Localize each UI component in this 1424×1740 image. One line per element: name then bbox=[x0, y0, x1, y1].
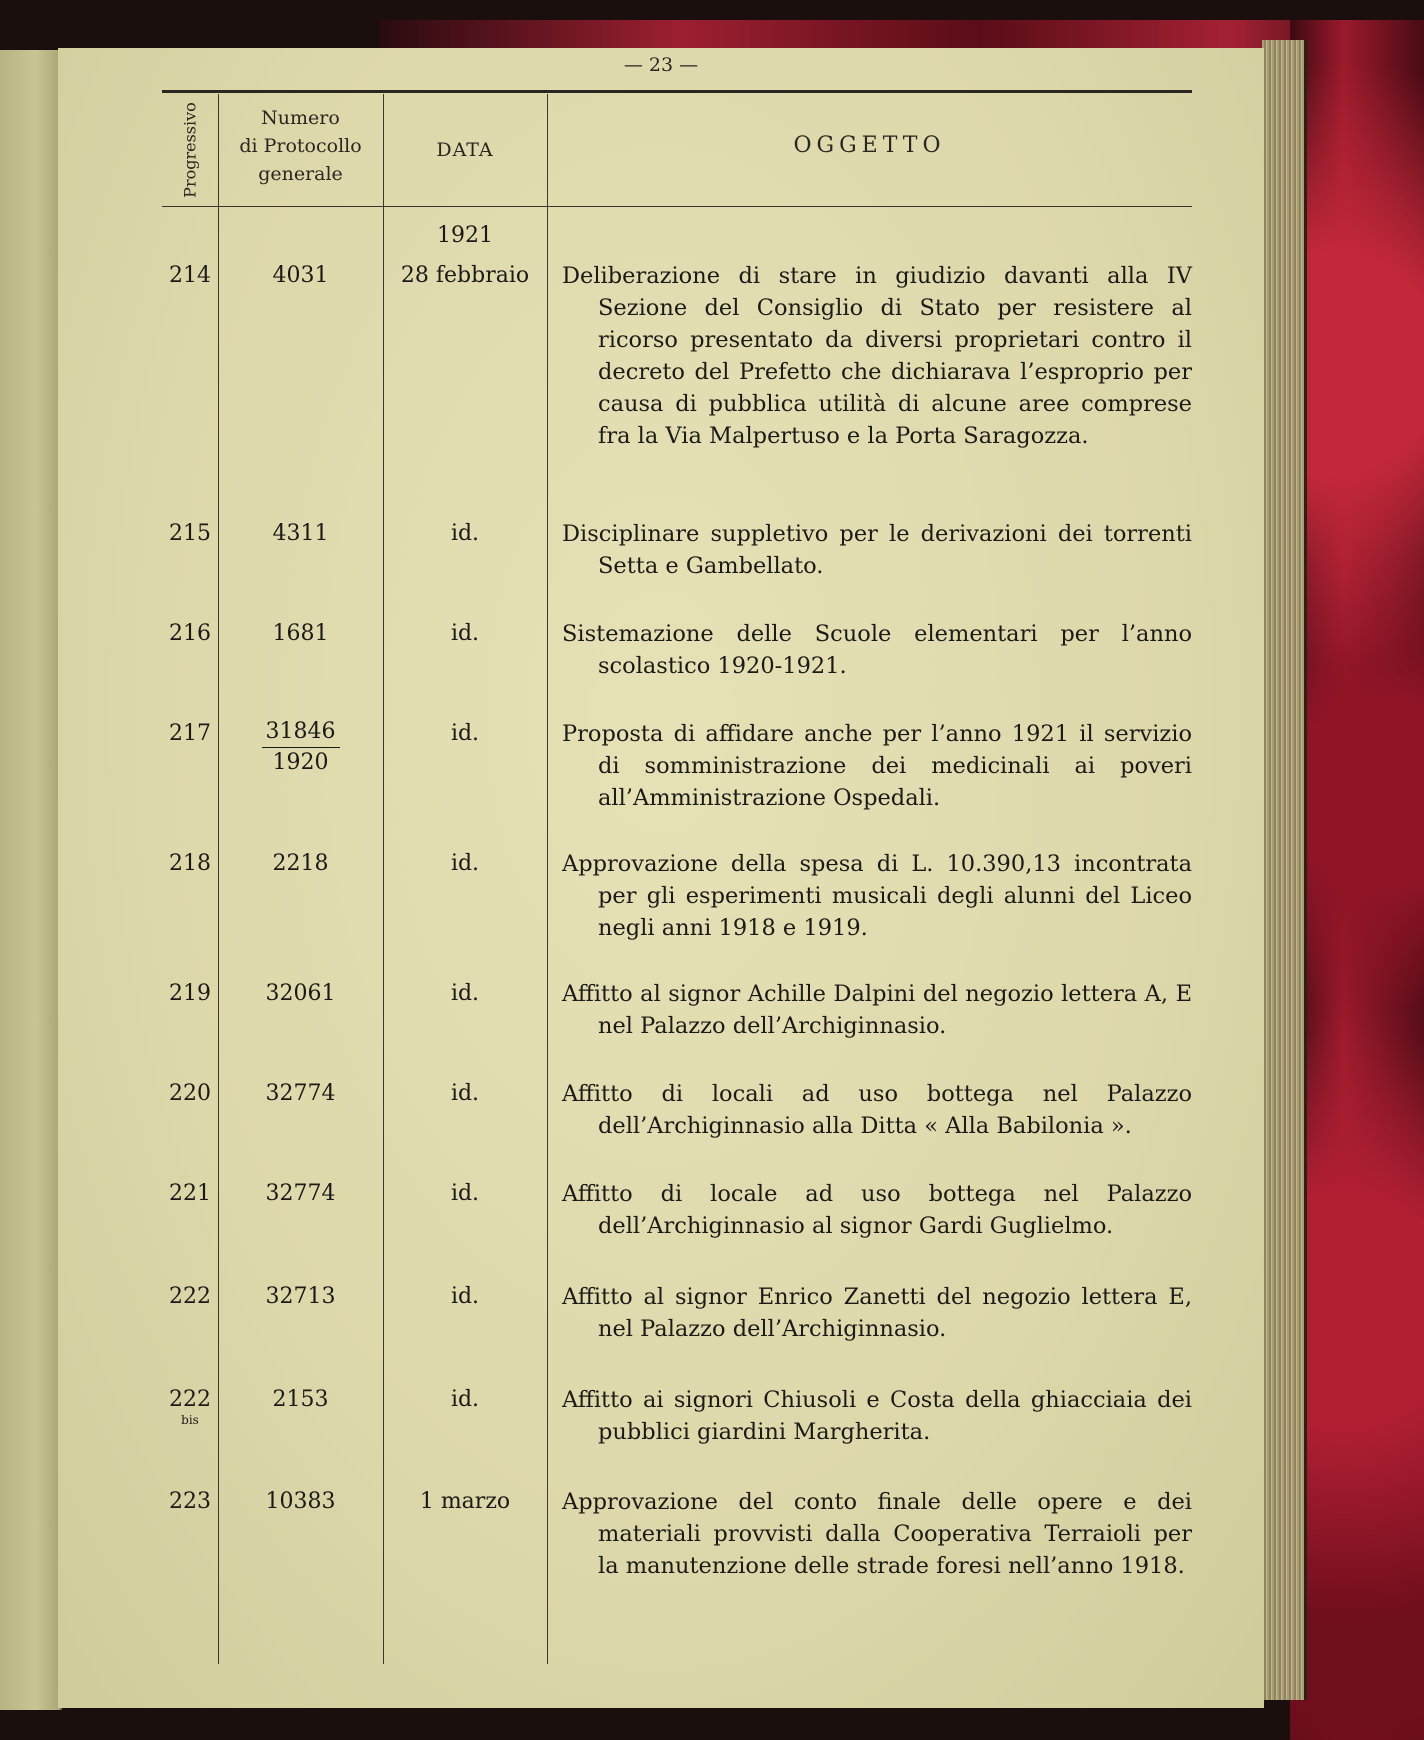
row-date: id. bbox=[450, 1081, 480, 1106]
row-oggetto: Sistemazione delle Scuole elementari per l’anno scolastico 1920-1921. bbox=[562, 621, 1192, 679]
row-progressivo: 222 bbox=[169, 1284, 211, 1309]
row-protocollo: 32774 bbox=[265, 1181, 336, 1206]
column-divider bbox=[547, 94, 548, 1664]
row-oggetto: Approvazione del conto finale delle opere e dei materiali provvisti dalla Cooperativa Terraioli per la manutenzione delle strade foresi nell’anno 1918. bbox=[562, 1489, 1192, 1579]
row-progressivo: 214 bbox=[169, 263, 211, 288]
row-protocollo: 4311 bbox=[272, 521, 329, 546]
row-progressivo: 222 bis bbox=[162, 1384, 218, 1426]
row-protocollo: 32061 bbox=[265, 981, 336, 1006]
row-date: 1 marzo bbox=[419, 1489, 511, 1514]
row-progressivo: 223 bbox=[169, 1489, 211, 1514]
row-date: id. bbox=[450, 981, 480, 1006]
row-oggetto: Deliberazione di stare in giudizio davanti alla IV Sezione del Consiglio di Stato per resistere al ricorso presentato da diversi proprietari contro il decreto del Prefetto che dichiarava l’esproprio per causa di pubblica utilità di alcune aree comprese fra la Via Malpertuso e la Porta Saragozza. bbox=[562, 263, 1192, 449]
row-date: id. bbox=[450, 1181, 480, 1206]
page-number: — 23 — bbox=[623, 54, 699, 76]
row-progressivo: 220 bbox=[169, 1081, 211, 1106]
page-edges bbox=[1262, 40, 1307, 1700]
year-label: 1921 bbox=[437, 223, 493, 248]
book-binding-cover bbox=[1290, 20, 1424, 1740]
row-progressivo: 216 bbox=[169, 621, 211, 646]
top-rule bbox=[162, 90, 1192, 93]
register-page bbox=[58, 48, 1264, 1708]
row-date: id. bbox=[450, 621, 480, 646]
bis-suffix: bis bbox=[181, 1413, 199, 1427]
row-progressivo: 215 bbox=[169, 521, 211, 546]
row-progressivo: 217 bbox=[169, 721, 211, 746]
row-progressivo: 218 bbox=[169, 851, 211, 876]
row-progressivo: 221 bbox=[169, 1181, 211, 1206]
row-date: id. bbox=[450, 521, 480, 546]
row-progressivo: 219 bbox=[169, 981, 211, 1006]
left-page-margin bbox=[0, 50, 62, 1710]
header-oggetto: OGGETTO bbox=[793, 133, 946, 158]
row-oggetto: Proposta di affidare anche per l’anno 1921 il servizio di somministrazione dei medicinali ai poveri all’Amministrazione Ospedali. bbox=[562, 721, 1192, 811]
row-oggetto: Affitto al signor Achille Dalpini del negozio lettera A, E nel Palazzo dell’Archiginnasio. bbox=[562, 981, 1192, 1039]
row-oggetto: Affitto ai signori Chiusoli e Costa della ghiacciaia dei pubblici giardini Margherita. bbox=[562, 1387, 1192, 1445]
row-protocollo: 32713 bbox=[265, 1284, 336, 1309]
row-protocollo: 10383 bbox=[265, 1489, 336, 1514]
row-oggetto: Disciplinare suppletivo per le derivazioni dei torrenti Setta e Gambellato. bbox=[562, 521, 1192, 579]
row-protocollo: 32774 bbox=[265, 1081, 336, 1106]
row-date: id. bbox=[450, 1284, 480, 1309]
row-date: id. bbox=[450, 721, 480, 746]
row-protocollo bbox=[218, 717, 383, 779]
header-protocollo: Numero di Protocollo generale bbox=[239, 107, 362, 185]
header-progressivo: Progressivo bbox=[180, 102, 200, 198]
row-protocollo: 1681 bbox=[272, 621, 329, 646]
header-data: DATA bbox=[436, 139, 494, 161]
row-oggetto: Approvazione della spesa di L. 10.390,13 incontrata per gli esperimenti musicali degli alunni del Liceo negli anni 1918 e 1919. bbox=[562, 851, 1192, 941]
protocollo-fraction: $\frac{31846}{1920}$ bbox=[262, 717, 340, 778]
row-date: id. bbox=[450, 851, 480, 876]
row-oggetto: Affitto di locali ad uso bottega nel Palazzo dell’Archiginnasio alla Ditta « Alla Babilonia ». bbox=[562, 1081, 1192, 1139]
row-date: 28 febbraio bbox=[400, 263, 530, 288]
row-protocollo: 2218 bbox=[272, 851, 329, 876]
row-oggetto: Affitto al signor Enrico Zanetti del negozio lettera E, nel Palazzo dell’Archiginnasio. bbox=[562, 1284, 1192, 1342]
row-protocollo: 2153 bbox=[272, 1387, 329, 1412]
row-date: id. bbox=[450, 1387, 480, 1412]
row-oggetto: Affitto di locale ad uso bottega nel Palazzo dell’Archiginnasio al signor Gardi Guglielmo. bbox=[562, 1181, 1192, 1239]
row-protocollo: 4031 bbox=[272, 263, 329, 288]
header-rule bbox=[162, 206, 1192, 207]
